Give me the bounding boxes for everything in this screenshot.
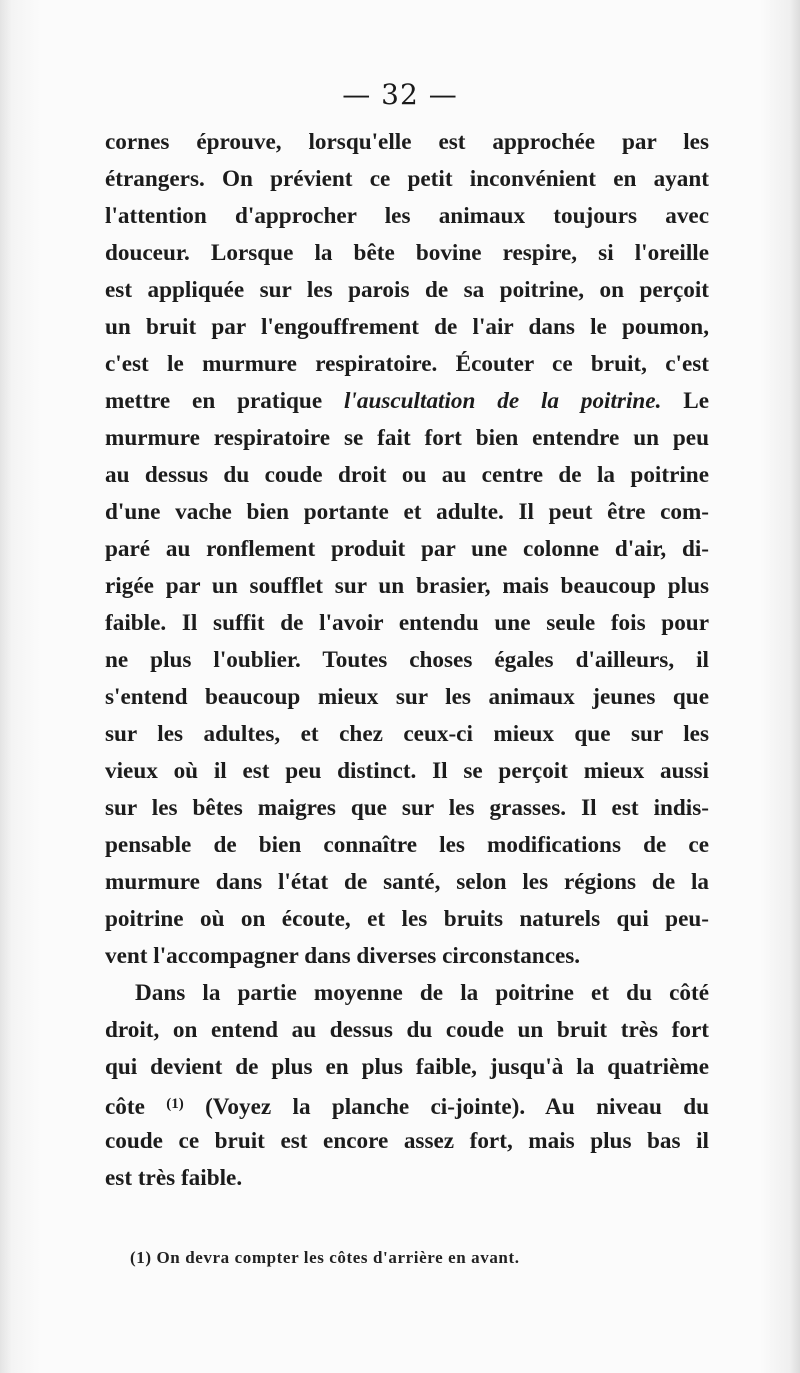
text-line: étrangers. On prévient ce petit inconvénient en ayant (105, 166, 709, 192)
text-line: faible. Il suffit de l'avoir entendu une seule fois pour (105, 610, 709, 636)
footnote-marker: (1) (166, 1096, 184, 1112)
text-line (105, 383, 709, 420)
body-text (105, 124, 709, 1197)
text-line: paré au ronflement produit par une colonne d'air, di- (105, 536, 709, 562)
text-segment: (Voyez la planche ci-jointe). Au niveau du (183, 1094, 709, 1120)
page-number: — 32 — (342, 78, 458, 111)
text-segment: Le (661, 388, 709, 414)
text-line: sur les bêtes maigres que sur les grasses. Il est indis- (105, 795, 709, 821)
text-line: un bruit par l'engouffrement de l'air dans le poumon, (105, 314, 709, 340)
text-line: qui devient de plus en plus faible, jusqu'à la quatrième (105, 1054, 709, 1080)
text-segment: mettre en pratique (105, 388, 344, 414)
text-line: coude ce bruit est encore assez fort, mais plus bas il (105, 1128, 709, 1154)
text-line: murmure respiratoire se fait fort bien entendre un peu (105, 425, 709, 451)
text-line (105, 1086, 709, 1123)
text-line: vent l'accompagner dans diverses circonstances. (105, 943, 581, 969)
text-line: vieux où il est peu distinct. Il se perçoit mieux aussi (105, 758, 709, 784)
text-line: droit, on entend au dessus du coude un bruit très fort (105, 1017, 709, 1043)
text-segment: côte (105, 1094, 167, 1120)
text-line: au dessus du coude droit ou au centre de la poitrine (105, 462, 709, 488)
text-line: sur les adultes, et chez ceux-ci mieux que sur les (105, 721, 709, 747)
text-line: c'est le murmure respiratoire. Écouter ce bruit, c'est (105, 351, 709, 377)
text-line: Dans la partie moyenne de la poitrine et du côté (135, 980, 709, 1006)
text-line: rigée par un soufflet sur un brasier, mais beaucoup plus (105, 573, 709, 599)
text-line: est très faible. (105, 1165, 243, 1191)
text-line: poitrine où on écoute, et les bruits naturels qui peu- (105, 906, 709, 932)
text-line: douceur. Lorsque la bête bovine respire, si l'oreille (105, 240, 709, 266)
text-line: cornes éprouve, lorsqu'elle est approchée par les (105, 129, 709, 155)
text-line: ne plus l'oublier. Toutes choses égales d'ailleurs, il (105, 647, 709, 673)
footnote: (1) On devra compter les côtes d'arrière en avant. (130, 1248, 520, 1267)
text-line: murmure dans l'état de santé, selon les régions de la (105, 869, 709, 895)
text-line: est appliquée sur les parois de sa poitrine, on perçoit (105, 277, 709, 303)
text-line: pensable de bien connaître les modifications de ce (105, 832, 709, 858)
text-line: l'attention d'approcher les animaux toujours avec (105, 203, 709, 229)
text-line: s'entend beaucoup mieux sur les animaux jeunes que (105, 684, 709, 710)
italic-term: l'auscultation de la poitrine. (343, 388, 662, 414)
text-line: d'une vache bien portante et adulte. Il peut être com- (105, 499, 709, 525)
